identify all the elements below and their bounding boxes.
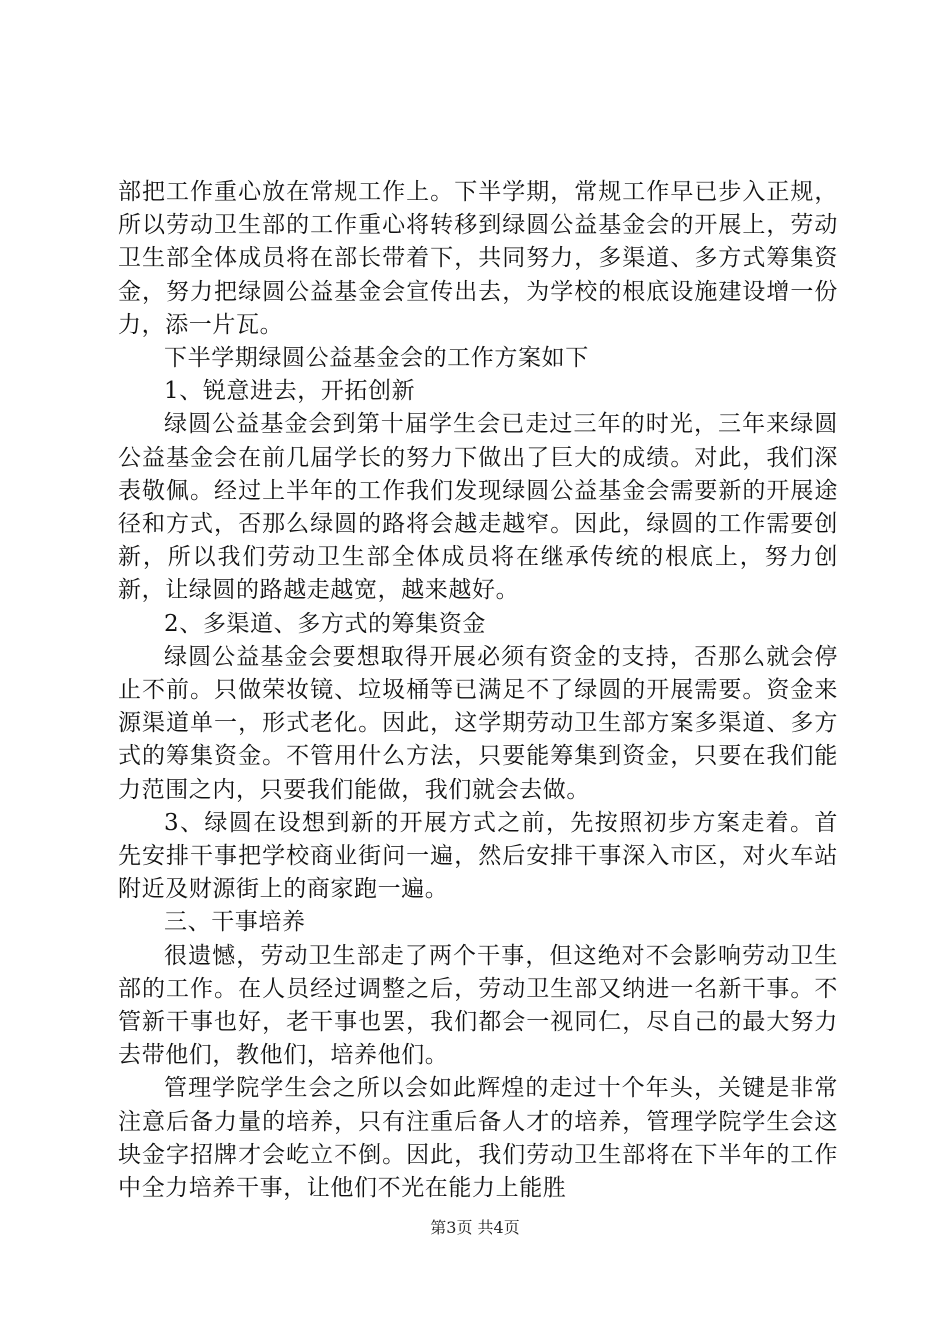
paragraph-innovation: 绿圆公益基金会到第十届学生会已走过三年的时光，三年来绿圆公益基金会在前几届学长的努力下做出了巨大的成绩。对此，我们深表敬佩。经过上半年的工作我们发现绿圆公益基金会需要新的开展途径和方式，否那么绿圆的路将会越走越窄。因此，绿圆的工作需要创新，所以我们劳动卫生部全体成员将在继承传统的根底上，努力创新，让绿圆的路越走越宽，越来越好。 <box>118 411 838 604</box>
heading-staff-training: 三、干事培养 <box>164 909 306 936</box>
document-body <box>118 176 838 1205</box>
paragraph-fundraising: 绿圆公益基金会要想取得开展必须有资金的支持，否那么就会停止不前。只做荣妆镜、垃圾桶等已满足不了绿圆的开展需要。资金来源渠道单一，形式老化。因此，这学期劳动卫生部方案多渠道、多方式的筹集资金。不管用什么方法，只要能筹集到资金，只要在我们能力范围之内，只要我们能做，我们就会去做。 <box>118 643 838 803</box>
paragraph-reserve-talent: 管理学院学生会之所以会如此辉煌的走过十个年头，关键是非常注意后备力量的培养，只有注重后备人才的培养，管理学院学生会这块金字招牌才会屹立不倒。因此，我们劳动卫生部将在下半年的工作中全力培养干事，让他们不光在能力上能胜 <box>118 1075 838 1202</box>
page-footer: 第3页 共4页 <box>430 1218 520 1237</box>
heading-innovation: 1、锐意进去，开拓创新 <box>164 378 416 405</box>
paragraph-continuation: 部把工作重心放在常规工作上。下半学期，常规工作早已步入正规，所以劳动卫生部的工作重心将转移到绿圆公益基金会的开展上，劳动卫生部全体成员将在部长带着下，共同努力，多渠道、多方式筹集资金，努力把绿圆公益基金会宣传出去，为学校的根底设施建设增一份力，添一片瓦。 <box>118 179 838 338</box>
paragraph-initial-plan: 3、绿圆在设想到新的开展方式之前，先按照初步方案走着。首先安排干事把学校商业街问一遍，然后安排干事深入市区，对火车站附近及财源街上的商家跑一遍。 <box>118 809 838 903</box>
paragraph-plan-intro: 下半学期绿圆公益基金会的工作方案如下 <box>164 345 589 372</box>
paragraph-staff-change: 很遗憾，劳动卫生部走了两个干事，但这绝对不会影响劳动卫生部的工作。在人员经过调整之后，劳动卫生部又纳进一名新干事。不管新干事也好，老干事也罢，我们都会一视同仁，尽自己的最大努力去带他们，教他们，培养他们。 <box>118 942 838 1069</box>
heading-fundraising: 2、多渠道、多方式的筹集资金 <box>164 610 487 637</box>
